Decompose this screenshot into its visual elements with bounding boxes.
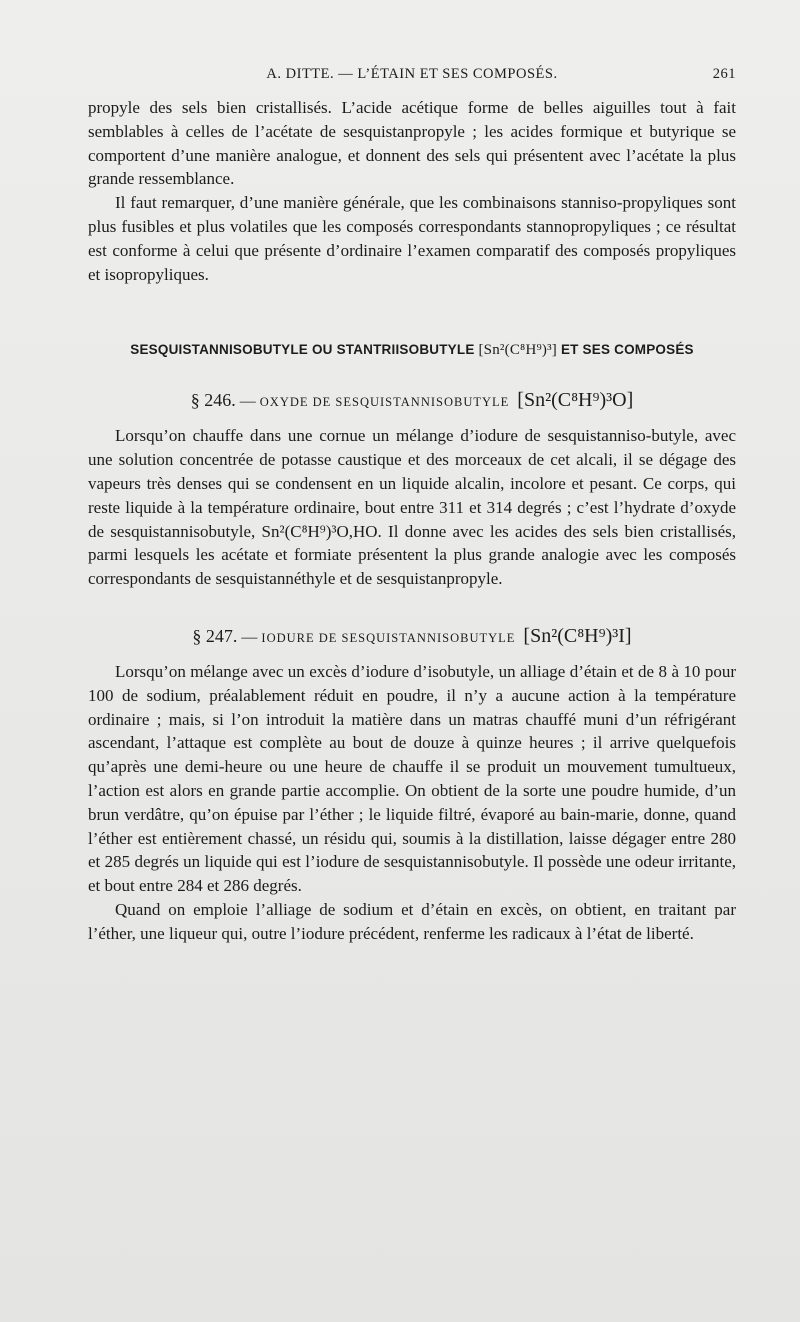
article-title: IODURE DE SESQUISTANNISOBUTYLE bbox=[261, 630, 516, 645]
paragraph: Lorsqu’on chauffe dans une cornue un mélange d’iodure de sesquistanniso-butyle, avec une solution concentrée de potasse caustique et des morceaux de cet alcali, il se dégage des vapeurs très denses qui se condensent en un liquide alcalin, incolore et pesant. Ce corps, qui reste liquide à la température ordinaire, bout entre 311 et 314 degrés ; c’est l’hydrate d’oxyde de sesquistannisobutyle, Sn²(C⁸H⁹)³O,HO. Il donne avec les acides des sels bien cristallisés, parmi lesquels les acétate et formiate présentent la plus grande analogie avec les composés correspondants de sesquistannéthyle et de sesquistanpropyle. bbox=[88, 426, 736, 589]
section-formula: [Sn²(C⁸H⁹)³] bbox=[478, 342, 557, 359]
article-formula: [Sn²(C⁸H⁹)³I] bbox=[523, 624, 632, 647]
article-title: OXYDE DE SESQUISTANNISOBUTYLE bbox=[259, 395, 510, 410]
article-dash: — bbox=[241, 628, 258, 646]
text-block bbox=[88, 96, 736, 946]
paragraph: propyle des sels bien cristallisés. L’acide acétique forme de belles aiguilles tout à fait semblables à celles de l’acétate de sesquistanpropyle ; les acides formique et butyrique se comportent d’une manière analogue, et donnent des sels qui présentent avec l’acétate la plus grande ressemblance. bbox=[88, 98, 736, 189]
paragraph: Lorsqu’on mélange avec un excès d’iodure d’isobutyle, un alliage d’étain et de 8 à 10 pour 100 de sodium, préalablement réduit en poudre, il n’y a aucune action à la température ordinaire ; mais, si l’on introduit la matière dans un matras chauffé muni d’un réfrigérant ascendant, l’attaque est complète au bout de douze à quinze heures ; il arrive quelquefois qu’après une demi-heure ou une heure de chauffe il se produit un mouvement tumultueux, l’action est alors en grande partie accomplie. On obtient de la sorte une poudre humide, d’un brun verdâtre, qu’on épuise par l’éther ; le liquide filtré, évaporé au bain-marie, donne, quand l’éther est entièrement chassé, un résidu qui, soumis à la distillation, laisse dégager entre 280 et 285 degrés un liquide qui est l’iodure de sesquistannisobutyle. Il possède une odeur irritante, et bout entre 284 et 286 degrés. bbox=[88, 661, 736, 896]
section-heading bbox=[88, 342, 736, 359]
paragraph: Il faut remarquer, d’une manière générale, que les combinaisons stanniso-propyliques sont plus fusibles et plus volatiles que les composés correspondants stannopropyliques ; ce résultat est conforme à celui que présente d’ordinaire l’examen comparatif des composés propyliques et isopropyliques. bbox=[88, 193, 736, 284]
page-number: 261 bbox=[712, 66, 736, 82]
article-dash: — bbox=[239, 393, 256, 411]
section-title-start: SESQUISTANNISOBUTYLE OU STANTRIISOBUTYLE bbox=[130, 342, 475, 358]
article-number: § 247. bbox=[192, 625, 238, 646]
article-heading-246 bbox=[88, 389, 736, 412]
article-heading-247 bbox=[88, 625, 736, 648]
article-number: § 246. bbox=[190, 390, 236, 411]
running-title: A. DITTE. — L’ÉTAIN ET SES COMPOSÉS. bbox=[266, 66, 558, 82]
paragraph: Quand on emploie l’alliage de sodium et d’étain en excès, on obtient, en traitant par l’éther, une liqueur qui, outre l’iodure précédent, renferme les radicaux à l’état de liberté. bbox=[88, 899, 736, 943]
section-title-end: ET SES COMPOSÉS bbox=[560, 342, 694, 358]
running-head bbox=[88, 66, 736, 88]
article-formula: [Sn²(C⁸H⁹)³O] bbox=[517, 389, 634, 412]
